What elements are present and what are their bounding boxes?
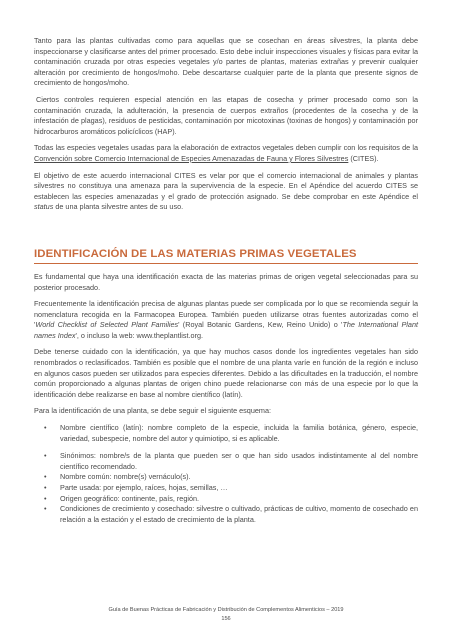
paragraph-identification-caution: Debe tenerse cuidado con la identificación, ya que hay muchos casos donde los ingredientes vegetales han sido renombrados o reclasificados. También es posible que el nombre de una planta varíe en función de la región e incluso en algunos casos pueden ser utilizados para especies diferentes. Debido a las dificultades en la traducción, el nombre común proporcionado a algunas plantas de origen chino puede relacionarse con más de una especie por lo que la identificación debe realizarse en base al nombre científico (latín). (34, 347, 418, 399)
list-item (34, 494, 418, 505)
bullet-icon: • (44, 472, 47, 482)
page-number: 156 (221, 615, 231, 622)
scheme-list-details (34, 451, 418, 525)
list-item-text: Sinónimos: nombre/s de la planta que pueden ser o que han sido usados indistintamente al del nombre científico recomendado. (60, 451, 418, 471)
scheme-list-scientific (34, 423, 418, 444)
text-run: Frecuentemente la identificación precisa de algunas plantas puede ser complicada por lo que se recomienda seguir la nomenclatura recogida en la Farmacopea Europea. También pueden utilizarse otras fuentes autorizadas como el ' (34, 299, 418, 330)
list-item-text: Nombre científico (latín): nombre completo de la especie, incluida la familia botánica, género, especie, variedad, subespecie, nombre del autor y quimiotipo, si es aplicable. (60, 423, 418, 443)
heading-divider (34, 263, 418, 264)
text-run: Todas las especies vegetales usadas para la elaboración de extractos vegetales deben cumplir con los requisitos de la (34, 143, 418, 153)
bullet-icon: • (44, 451, 47, 461)
list-item (34, 483, 418, 494)
bullet-icon: • (44, 483, 47, 492)
footer-title: Guía de Buenas Prácticas de Fabricación y Distribución de Complementos Alimenticios – 2019 (108, 607, 344, 613)
cites-link[interactable]: Convención sobre Comercio Internacional de Especies Amenazadas de Fauna y Flores Silvestres (34, 153, 349, 163)
page-body (34, 36, 418, 525)
paragraph-cites-objective (34, 171, 418, 213)
italic-term: status (34, 202, 54, 212)
list-item-text: Nombre común: nombre(s) vernáculo(s). (60, 472, 191, 482)
text-run: de una planta silvestre antes de su uso. (53, 202, 184, 212)
paragraph-scheme-intro: Para la identificación de una planta, se debe seguir el siguiente esquema: (34, 406, 271, 416)
paragraph-cites-requirement (34, 143, 418, 164)
paragraph-controls: Ciertos controles requieren especial atención en las etapas de cosecha y primer procesado como son la contaminación cruzada, la adulteración, la presencia de cuerpos extraños (procedentes de la cosecha y de la infestación de plagas), residuos de pesticidas, contaminación por micotoxinas (toxinas de hongos) y contaminación por hidrocarburos aromáticos policíclicos (HAP). (34, 94, 418, 136)
list-item (34, 504, 418, 525)
paragraph-inspection: Tanto para las plantas cultivadas como para aquellas que se cosechan en áreas silvestres, la planta debe inspeccionarse y clasificarse antes del primer procesado. Esto debe incluir inspecciones visuales y físicas para evitar la contaminación cruzada por otras especies vegetales y/o partes de plantas, materias extrañas y prevenir cualquier alteración por crecimiento de hongos/moho. Debe descartarse cualquier parte de la planta que presente signos de crecimiento de hongos/moho. (34, 36, 418, 88)
page-footer (0, 606, 452, 623)
text-run: ', o incluso la web: www.theplantlist.org. (75, 330, 204, 340)
paragraph-identification-intro: Es fundamental que haya una identificación exacta de las materias primas de origen vegetal seleccionadas para su posterior procesado. (34, 271, 418, 292)
paragraph-nomenclature (34, 299, 418, 341)
list-item (34, 472, 418, 483)
section-heading: IDENTIFICACIÓN DE LAS MATERIAS PRIMAS VEGETALES (34, 247, 357, 260)
bullet-icon: • (44, 493, 47, 503)
list-item-text: Parte usada: por ejemplo, raíces, hojas, semillas, … (60, 483, 228, 492)
italic-source: World Checklist of Selected Plant Families (35, 320, 179, 330)
italic-source: The International Plant names Index (34, 320, 418, 340)
list-item-text: Condiciones de crecimiento y cosechado: silvestre o cultivado, prácticas de cultivo, momento de cosechado en relación a la estación y el estado de crecimiento de la planta. (60, 504, 418, 524)
text-run: El objetivo de este acuerdo internacional CITES es velar por que el comercio internacional de animales y plantas silvestres no constituya una amenaza para la supervivencia de la especie. En el Apéndice del acuerdo CITES se establecen las especies amenazadas y el grado de protección asignado. Se debe comprobar en este Apéndice el (34, 170, 418, 201)
list-item-text: Origen geográfico: continente, país, región. (60, 493, 200, 503)
bullet-icon: • (44, 423, 47, 433)
list-item (34, 423, 418, 444)
text-run: (CITES). (348, 153, 379, 163)
bullet-icon: • (44, 504, 47, 514)
list-item (34, 451, 418, 472)
text-run: ' (Royal Botanic Gardens, Kew, Reino Unido) o ' (178, 320, 343, 330)
